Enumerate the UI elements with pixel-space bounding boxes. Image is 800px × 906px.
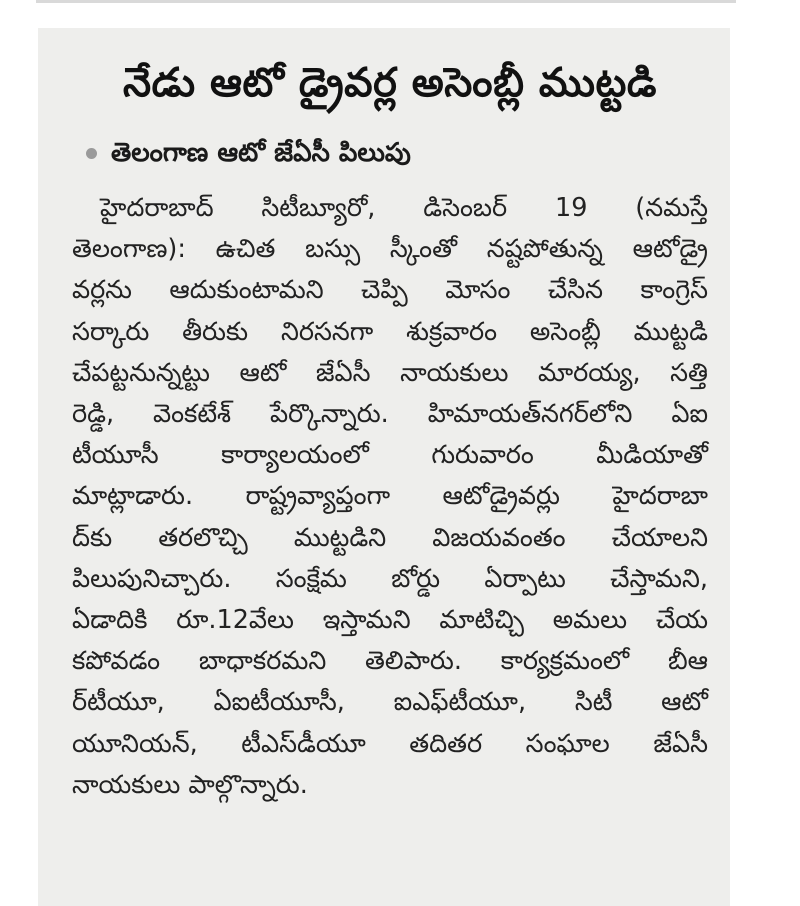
body-line: ద్‌కు తరలొచ్చి ముట్టడిని విజయవంతం చేయాలని (72, 522, 708, 553)
body-line: రెడ్డి, వెంకటేశ్ పేర్కొన్నారు. హిమాయత్‌నగర్‌లోని ఏఐ (72, 399, 708, 430)
top-divider (36, 0, 736, 3)
newspaper-clipping (38, 28, 730, 906)
body-line: కపోవడం బాధాకరమని తెలిపారు. కార్యక్రమంలో బీఆ (72, 646, 708, 677)
body-line: చేపట్టనున్నట్టు ఆటో జేఏసీ నాయకులు మారయ్య, సత్తి (72, 357, 708, 388)
body-line: ఏడాదికి రూ.12వేలు ఇస్తామని మాటిచ్చి అమలు చేయ (72, 605, 708, 636)
body-line: నాయకులు పాల్గొన్నారు. (72, 769, 308, 800)
body-line: హైదరాబాద్ సిటీబ్యూరో, డిసెంబర్ 19 (నమస్తే (100, 193, 708, 223)
body-line: ర్‌టీయూ, ఏఐటీయూసీ, ఐఎఫ్‌టీయూ, సిటీ ఆటో (72, 687, 708, 718)
headline: నేడు ఆటో డ్రైవర్ల అసెంబ్లీ ముట్టడి (123, 60, 657, 106)
subheadline: తెలంగాణ ఆటో జేఏసీ పిలుపు (111, 138, 411, 168)
body-line: పిలుపునిచ్చారు. సంక్షేమ బోర్డు ఏర్పాటు చేస్తామని, (72, 563, 708, 594)
body-line: తెలంగాణ): ఉచిత బస్సు స్కీంతో నష్టపోతున్న ఆటోడ్రై (72, 234, 708, 265)
body-line: టీయూసీ కార్యాలయంలో గురువారం మీడియాతో (72, 440, 708, 471)
article-body (72, 188, 708, 806)
body-line: యూనియన్, టీఎస్‌డీయూ తదితర సంఘాల జేఏసీ (72, 728, 708, 759)
body-line: వర్లను ఆదుకుంటామని చెప్పి మోసం చేసిన కాంగ్రెస్ (72, 275, 708, 306)
body-line: మాట్లాడారు. రాష్ట్రవ్యాప్తంగా ఆటోడ్రైవర్లు హైదరాబా (72, 481, 708, 512)
bullet-icon (86, 148, 97, 159)
body-line: సర్కారు తీరుకు నిరసనగా శుక్రవారం అసెంబ్లీ ముట్టడి (72, 316, 708, 347)
subheadline-row (72, 136, 708, 170)
